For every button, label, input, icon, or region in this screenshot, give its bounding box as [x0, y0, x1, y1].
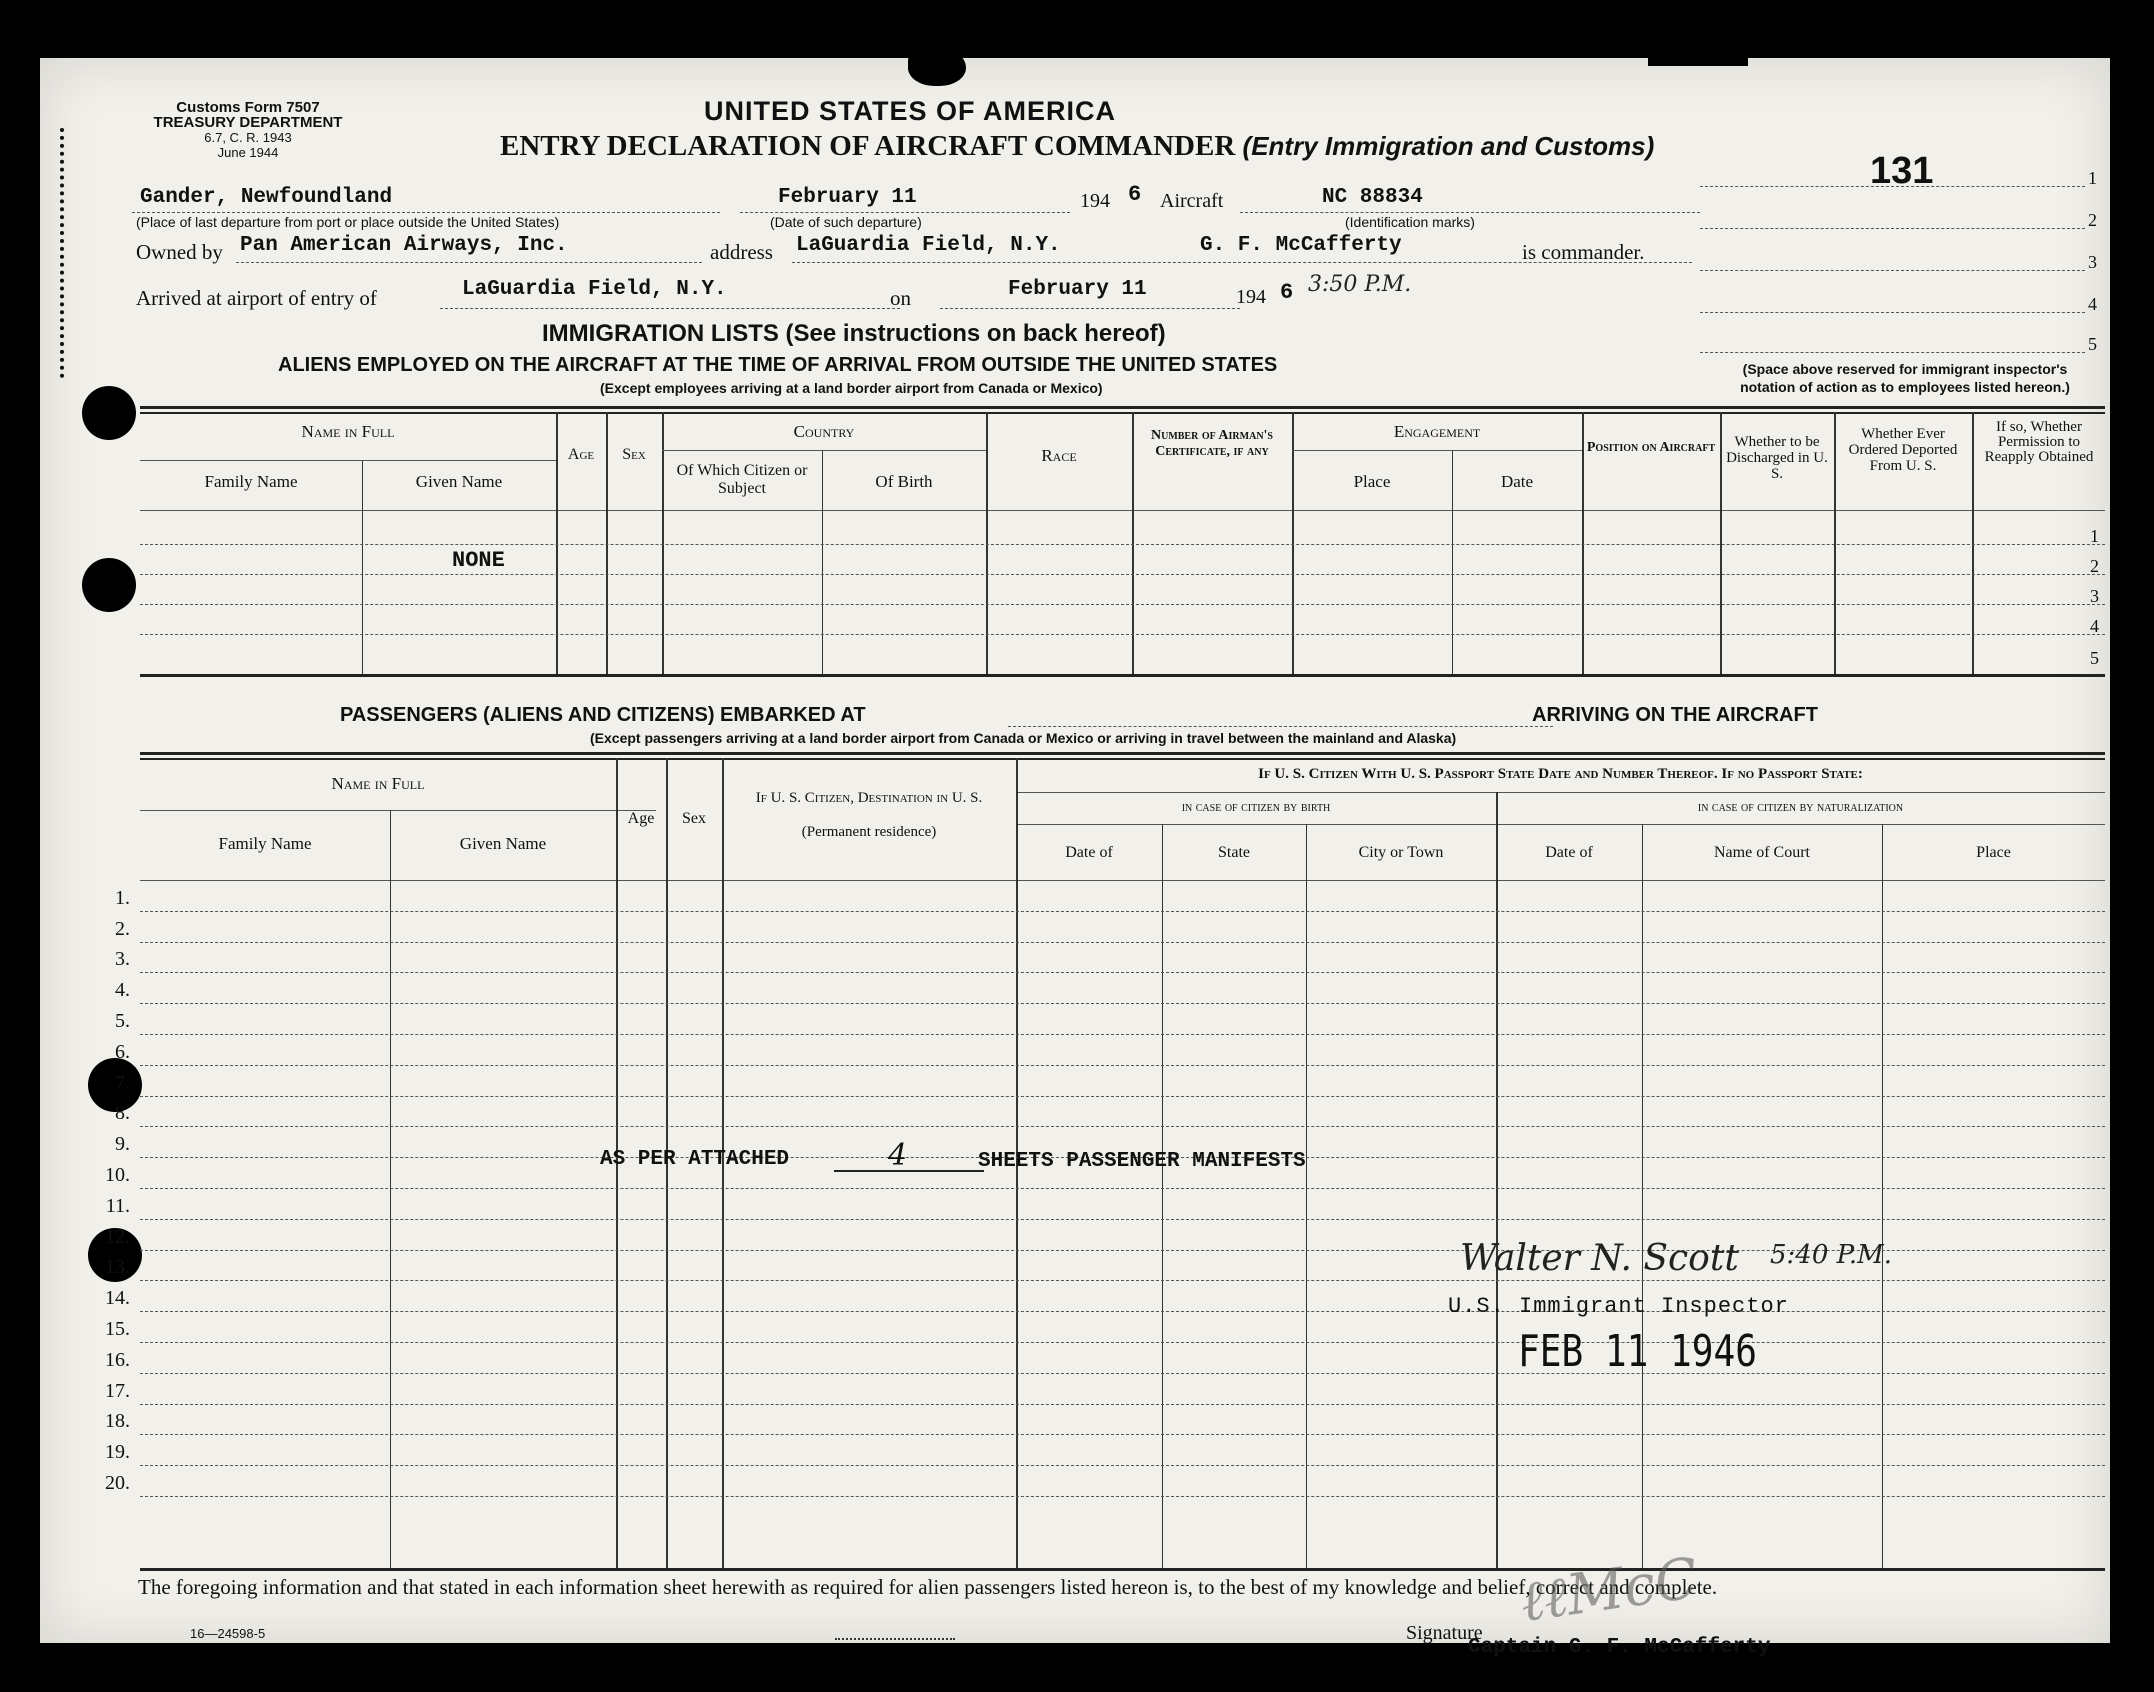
- departure-place-caption: (Place of last departure from port or place outside the United States): [136, 214, 560, 230]
- form-title-main: ENTRY DECLARATION OF AIRCRAFT COMMANDER: [500, 130, 1236, 162]
- pass-col-family: Family Name: [218, 834, 312, 853]
- owned-by-label: Owned by: [136, 240, 223, 264]
- crew-row-number: 4: [2090, 616, 2099, 636]
- owner-name: Pan American Airways, Inc.: [240, 234, 568, 257]
- punch-hole: [82, 558, 136, 612]
- passenger-row-number: 19.: [105, 1441, 130, 1464]
- pass-col-place: Place: [1976, 844, 2011, 861]
- pass-col-city: City or Town: [1358, 844, 1444, 861]
- inspector-note: [1695, 360, 2115, 396]
- address-label: address: [710, 240, 773, 264]
- crew-col-deported: Whether Ever Ordered Deported From U. S.: [1848, 426, 1958, 474]
- arrival-year-digit: 6: [1280, 280, 1294, 305]
- commander-signature-name: Captain G. F. McCafferty: [1468, 1636, 1771, 1659]
- pass-col-passport: If U. S. Citizen With U. S. Passport State Date and Number Thereof. If no Passport State:: [1258, 766, 1863, 782]
- pass-col-sex: Sex: [682, 810, 706, 827]
- departure-year-prefix: 194: [1080, 190, 1110, 212]
- passenger-row-line: [140, 1496, 2105, 1497]
- passenger-row-number: 2.: [115, 917, 130, 940]
- passenger-row-number: 14.: [105, 1287, 130, 1310]
- crew-col-birth: Of Birth: [875, 472, 933, 491]
- page-number: 131: [1870, 150, 1934, 192]
- passenger-row-line: [140, 942, 2105, 943]
- pass-col-destination-note: (Permanent residence): [801, 824, 937, 840]
- owner-address: LaGuardia Field, N.Y.: [796, 234, 1061, 257]
- country-title: UNITED STATES OF AMERICA: [704, 96, 1116, 126]
- passengers-note: (Except passengers arriving at a land border airport from Canada or Mexico or arriving in travel between the mainland and Alaska): [590, 730, 1457, 746]
- aliens-note: (Except employees arriving at a land border airport from Canada or Mexico): [600, 380, 1103, 396]
- crew-col-position: Position on Aircraft: [1586, 440, 1716, 455]
- inspector-title: U.S. Immigrant Inspector: [1448, 1294, 1789, 1319]
- punch-hole: [82, 386, 136, 440]
- passenger-row-number: 8.: [115, 1102, 130, 1125]
- passenger-row-number: 20.: [105, 1472, 130, 1494]
- passenger-row-number: 16.: [105, 1348, 130, 1371]
- passenger-row-line: [140, 1404, 2105, 1405]
- arrival-label: Arrived at airport of entry of: [136, 286, 377, 310]
- crew-col-certificate: Number of Airman's Certificate, if any: [1150, 428, 1273, 459]
- form-page: [40, 58, 2110, 1659]
- crew-col-age: Age: [567, 446, 595, 463]
- crew-row-number: 5: [2090, 648, 2099, 668]
- arrival-time-note: 3:50 P.M.: [1308, 272, 1412, 297]
- passenger-row-line: [140, 1434, 2105, 1435]
- attached-note-suffix: SHEETS PASSENGER MANIFESTS: [978, 1150, 1306, 1173]
- crew-row-number: 2: [2090, 556, 2099, 576]
- crew-col-permission: If so, Whether Permission to Reapply Obtained: [1984, 419, 2094, 465]
- passenger-row-number: 3.: [115, 948, 130, 971]
- passenger-row-number: 4.: [115, 979, 130, 1002]
- passenger-row-line: [140, 1280, 2105, 1281]
- commander-name: G. F. McCafferty: [1200, 234, 1402, 257]
- pass-col-given: Given Name: [459, 834, 547, 853]
- pass-col-court: Name of Court: [1714, 844, 1810, 861]
- passenger-row-line: [140, 972, 2105, 973]
- aircraft-label: Aircraft: [1160, 190, 1224, 212]
- passenger-row-number: 17.: [105, 1379, 130, 1402]
- form-identifier: [118, 100, 378, 160]
- departure-year-digit: 6: [1128, 182, 1142, 207]
- form-print-code: 16—24598-5: [190, 1626, 266, 1641]
- passenger-row-number: 11.: [105, 1194, 130, 1217]
- passenger-row-number: 7.: [115, 1071, 130, 1094]
- passengers-heading: PASSENGERS (ALIENS AND CITIZENS) EMBARKED AT: [340, 704, 866, 726]
- commander-handwritten-signature: ℓℓMcC: [1516, 1545, 1702, 1636]
- inspector-note-line: (Space above reserved for immigrant inspector's: [1742, 361, 2068, 377]
- inspector-line-number: 1: [2088, 168, 2097, 188]
- passenger-row-line: [140, 1219, 2105, 1220]
- department: TREASURY DEPARTMENT: [153, 114, 343, 131]
- stray-mark: [835, 1638, 955, 1640]
- pass-col-by-naturalization: in case of citizen by naturalization: [1697, 800, 1904, 815]
- pass-col-destination: If U. S. Citizen, Destination in U. S.: [755, 790, 983, 806]
- passenger-row-number: 6.: [115, 1040, 130, 1063]
- form-title: [500, 130, 1654, 163]
- crew-col-name: Name in Full: [301, 422, 395, 441]
- inspector-line-number: 5: [2088, 334, 2097, 354]
- aircraft-caption: (Identification marks): [1345, 214, 1475, 230]
- passenger-row-line: [140, 1311, 2105, 1312]
- passenger-row-number: 5.: [115, 1010, 130, 1032]
- pass-col-by-birth: in case of citizen by birth: [1181, 800, 1331, 815]
- passenger-row-number: 18.: [105, 1410, 130, 1433]
- margin-mark: [60, 128, 70, 378]
- crew-col-given: Given Name: [415, 472, 503, 491]
- passenger-row-number: 1.: [115, 886, 130, 909]
- crew-col-place: Place: [1353, 472, 1391, 491]
- arrival-date: February 11: [1008, 278, 1147, 301]
- crew-col-engagement: Engagement: [1393, 422, 1481, 441]
- passenger-row-line: [140, 1065, 2105, 1066]
- passenger-row-line: [140, 1373, 2105, 1374]
- crew-col-race: Race: [1041, 446, 1077, 465]
- commander-suffix: is commander.: [1522, 240, 1645, 264]
- crew-col-citizen: Of Which Citizen or Subject: [676, 462, 808, 497]
- passenger-row-number: 9.: [115, 1133, 130, 1156]
- departure-place: Gander, Newfoundland: [140, 186, 393, 209]
- passenger-row-line: [140, 1096, 2105, 1097]
- crew-row-number: 3: [2090, 586, 2099, 606]
- aircraft-id: NC 88834: [1322, 186, 1423, 209]
- inspector-signature: Walter N. Scott: [1460, 1238, 1739, 1279]
- crew-col-sex: Sex: [622, 446, 646, 463]
- certification-statement: The foregoing information and that stated in each information sheet herewith as required for alien passengers listed hereon is, to the best of my knowledge and belief, correct and complete.: [138, 1575, 1718, 1599]
- torn-edge-mark: [908, 46, 966, 86]
- departure-date-caption: (Date of such departure): [770, 214, 922, 230]
- passenger-row-line: [140, 1465, 2105, 1466]
- inspector-time: 5:40 P.M.: [1770, 1240, 1893, 1270]
- passengers-heading-right: ARRIVING ON THE AIRCRAFT: [1532, 704, 1818, 726]
- arrival-airport: LaGuardia Field, N.Y.: [462, 278, 727, 301]
- corner-tab-mark: [1648, 50, 1748, 66]
- form-date: June 1944: [217, 145, 279, 160]
- passenger-row-line: [140, 1188, 2105, 1189]
- passenger-row-line: [140, 1003, 2105, 1004]
- passenger-row-number: 12.: [105, 1225, 130, 1248]
- inspector-line-number: 2: [2088, 210, 2097, 230]
- passenger-row-number: 15.: [105, 1318, 130, 1340]
- inspector-line-number: 4: [2088, 294, 2097, 314]
- signature-label: Signature: [1406, 1622, 1483, 1644]
- passenger-row-number: 13.: [105, 1256, 130, 1279]
- pass-col-date-naturalization: Date of: [1545, 844, 1593, 861]
- passenger-row-line: [140, 1342, 2105, 1343]
- attached-note-prefix: AS PER ATTACHED: [600, 1148, 790, 1171]
- arrival-year-prefix: 194: [1236, 286, 1266, 308]
- date-stamp: FEB 11 1946: [1518, 1326, 1757, 1377]
- crew-col-country: Country: [793, 422, 855, 441]
- attached-sheet-count: 4: [888, 1138, 908, 1173]
- pass-col-age: Age: [627, 810, 655, 827]
- inspector-note-line: notation of action as to employees listed hereon.): [1740, 379, 2070, 395]
- pass-col-name: Name in Full: [331, 774, 425, 793]
- pass-col-date-birth: Date of: [1065, 844, 1113, 861]
- crew-row-number: 1: [2090, 526, 2099, 546]
- form-number: Customs Form 7507: [176, 99, 320, 116]
- immigration-heading: IMMIGRATION LISTS (See instructions on back hereof): [542, 320, 1166, 347]
- passenger-row-line: [140, 1126, 2105, 1127]
- passenger-row-number: 10.: [105, 1164, 130, 1186]
- form-title-sub: (Entry Immigration and Customs): [1242, 131, 1655, 161]
- arrival-on-label: on: [890, 286, 911, 310]
- inspector-line-number: 3: [2088, 252, 2097, 272]
- crew-entry-none: NONE: [452, 548, 505, 573]
- crew-col-discharged: Whether to be Discharged in U. S.: [1726, 434, 1828, 482]
- aliens-heading: ALIENS EMPLOYED ON THE AIRCRAFT AT THE TIME OF ARRIVAL FROM OUTSIDE THE UNITED STATES: [278, 354, 1278, 376]
- departure-date: February 11: [778, 186, 917, 209]
- regulation: 6.7, C. R. 1943: [204, 130, 292, 145]
- crew-col-date: Date: [1500, 472, 1534, 491]
- crew-col-family: Family Name: [204, 472, 298, 491]
- passenger-row-line: [140, 1034, 2105, 1035]
- passenger-row-line: [140, 911, 2105, 912]
- pass-col-state: State: [1218, 844, 1250, 861]
